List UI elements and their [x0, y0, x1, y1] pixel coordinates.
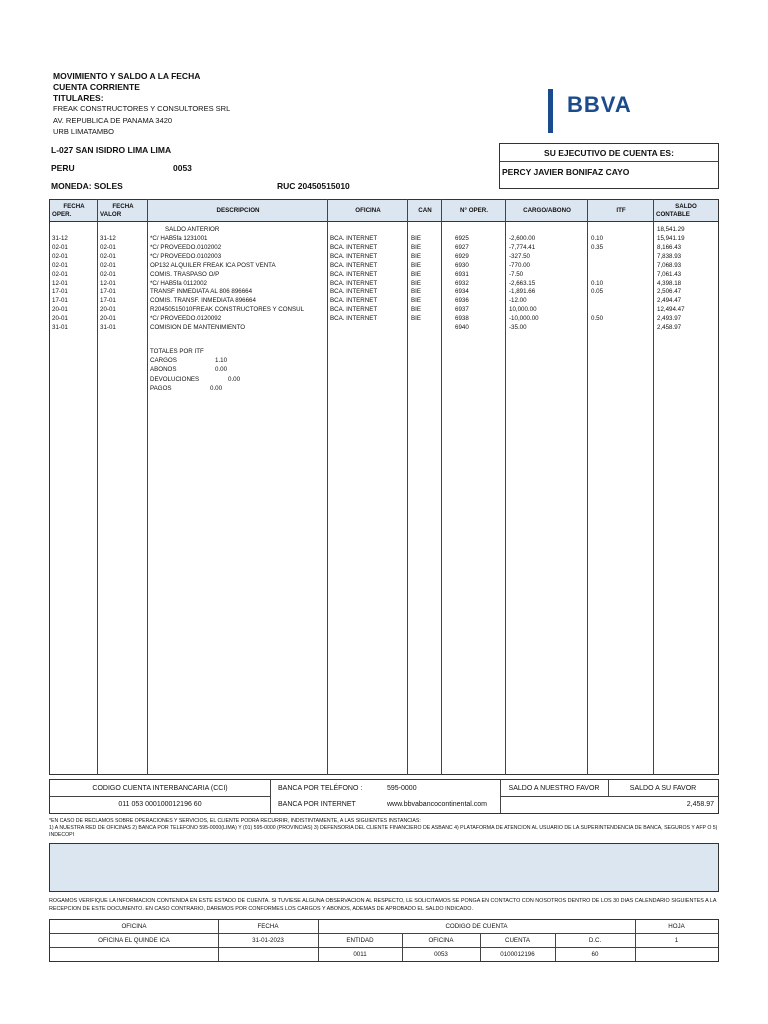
holder-name: FREAK CONSTRUCTORES Y CONSULTORES SRL — [53, 104, 231, 113]
cell-descripcion: *C/ PROVEEDO.0102003 — [150, 252, 222, 260]
codigo-header: CODIGO DE CUENTA — [445, 923, 508, 930]
col-fecha-valor-2: VALOR — [100, 211, 122, 218]
cell-saldo: 4,398.18 — [657, 279, 682, 287]
logo-bar — [548, 89, 553, 133]
claims-text — [49, 818, 719, 839]
oficina2-value: 0053 — [434, 951, 448, 958]
cuenta-value: 0100012196 — [500, 951, 535, 958]
cell-descripcion: R20450515010FREAK CONSTRUCTORES Y CONSUL — [150, 306, 305, 314]
abonos-value: 0.00 — [215, 366, 228, 374]
itf-totals — [150, 347, 241, 393]
cell-n-oper: 6934 — [455, 288, 469, 296]
cargos-value: 1.10 — [215, 357, 228, 365]
ruc: RUC 20450515010 — [277, 181, 350, 191]
cell-oficina: BCA. INTERNET — [330, 252, 378, 260]
cell-fecha-oper: 17-01 — [52, 288, 68, 296]
cell-canal: BIE — [411, 235, 421, 242]
oficina-header: OFICINA — [121, 923, 147, 930]
cell-saldo: 7,838.93 — [657, 252, 682, 260]
address-line-1: AV. REPUBLICA DE PANAMA 3420 — [53, 115, 173, 125]
cell-fecha-valor: 02-01 — [100, 261, 116, 269]
hoja-header: HOJA — [668, 923, 685, 930]
entidad-header: ENTIDAD — [346, 937, 374, 944]
cell-fecha-valor: 17-01 — [100, 288, 116, 296]
cell-itf: 0.50 — [591, 315, 604, 323]
cell-saldo: 15,941.19 — [657, 235, 685, 242]
cell-saldo: 7,061.43 — [657, 270, 682, 278]
cell-cargo-abono: -1,891.66 — [509, 288, 536, 296]
cell-canal: BIE — [411, 279, 421, 287]
cell-fecha-valor: 20-01 — [100, 315, 116, 323]
col-fecha-oper-1: FECHA — [63, 203, 85, 210]
col-fecha-valor — [98, 203, 148, 219]
cell-cargo-abono: 10,000.00 — [509, 306, 537, 314]
internet-label: BANCA POR INTERNET — [278, 801, 356, 808]
account-code-table — [49, 919, 719, 962]
saldo-su-favor-label: SALDO A SU FAVOR — [629, 785, 697, 792]
movements-table-header — [49, 199, 719, 222]
cell-fecha-oper: 31-12 — [52, 235, 68, 242]
cell-oficina: BCA. INTERNET — [330, 279, 378, 287]
table-row — [50, 288, 720, 297]
col-itf: ITF — [616, 207, 626, 214]
col-saldo — [654, 203, 718, 219]
cell-fecha-valor: 20-01 — [100, 306, 116, 314]
cell-n-oper: 6936 — [455, 297, 469, 305]
table-row — [50, 262, 720, 271]
table-row — [50, 297, 720, 306]
dc-header: D.C. — [588, 937, 602, 944]
saldo-anterior-row — [50, 226, 720, 235]
cell-oficina: BCA. INTERNET — [330, 235, 378, 242]
country: PERU — [51, 163, 75, 173]
phone-value: 595-0000 — [387, 785, 417, 792]
cell-n-oper: 6927 — [455, 243, 469, 251]
verification-notice: ROGAMOS VERIFIQUE LA INFORMACION CONTENIDA EN ESTE ESTADO DE CUENTA. SI TUVIESE ALGUNA OBSERVACION AL RESPECTO, LE SOLICITAMOS SE PONGA EN CONTACTO CON NOSOTROS DENTRO DE LOS 30 DIAS CALENDARIO SIGUIENTES A LA RECEPCION DE ESTE DOCUMENTO. EN CASO CONTRARIO, DAREMOS POR CONFORMES LOS CARGOS Y ABONOS, ADEMAS DE APROBADO EL SALDO INDICADO. — [49, 898, 717, 912]
address-line-2: URB LIMATAMBO — [53, 127, 114, 136]
cell-saldo: 8,166.43 — [657, 243, 682, 251]
cell-saldo: 7,068.93 — [657, 261, 682, 269]
cell-oficina: BCA. INTERNET — [330, 297, 378, 305]
cell-n-oper: 6940 — [455, 324, 469, 331]
cell-oficina: BCA. INTERNET — [330, 270, 378, 278]
cell-fecha-valor: 02-01 — [100, 270, 116, 278]
cell-itf: 0.05 — [591, 288, 604, 296]
pagos-value: 0.00 — [210, 384, 223, 392]
cell-fecha-oper: 17-01 — [52, 297, 68, 305]
table-row — [50, 324, 720, 333]
cell-cargo-abono: -10,000.00 — [509, 315, 539, 323]
col-oficina: OFICINA — [355, 207, 381, 214]
oficina2-header: OFICINA — [428, 937, 454, 944]
phone-label: BANCA POR TELÉFONO : — [278, 785, 363, 792]
cell-descripcion: *C/ HAB5fa 0112002 — [150, 279, 207, 287]
dc-value: 60 — [591, 951, 599, 958]
itf-totals-title: TOTALES POR ITF — [150, 348, 204, 355]
col-n-oper: N° OPER. — [460, 207, 488, 214]
cell-fecha-oper: 31-01 — [52, 324, 68, 331]
cell-fecha-valor: 02-01 — [100, 243, 116, 251]
branch-name: L-027 SAN ISIDRO LIMA LIMA — [51, 145, 172, 155]
cell-canal: BIE — [411, 261, 421, 269]
cell-saldo: 2,458.97 — [657, 324, 682, 331]
movements-table-body — [49, 221, 719, 775]
cell-fecha-oper: 02-01 — [52, 243, 68, 251]
cell-canal: BIE — [411, 252, 421, 260]
cell-cargo-abono: -12.00 — [509, 297, 527, 305]
table-row — [50, 244, 720, 253]
cell-canal: BIE — [411, 243, 421, 251]
cell-cargo-abono: -2,600.00 — [509, 235, 536, 242]
holders-label: TITULARES: — [53, 93, 104, 103]
bbva-logo — [548, 89, 688, 133]
cell-fecha-oper: 20-01 — [52, 306, 68, 314]
cell-saldo: 2,493.97 — [657, 315, 682, 323]
cell-descripcion: OP132 ALQUILER FREAK ICA POST VENTA — [150, 261, 276, 269]
cell-descripcion: *C/ PROVEEDO.0120092 — [150, 315, 222, 323]
executive-box — [499, 143, 719, 189]
movement-rows — [50, 222, 718, 774]
message-area — [49, 843, 719, 892]
cell-n-oper: 6925 — [455, 235, 469, 242]
cell-itf: 0.10 — [591, 279, 604, 287]
cell-canal: BIE — [411, 306, 421, 314]
devoluciones-value: 0.00 — [228, 375, 241, 383]
cell-oficina: BCA. INTERNET — [330, 243, 378, 251]
cell-cargo-abono: -35.00 — [509, 324, 527, 331]
cell-fecha-oper: 12-01 — [52, 279, 68, 287]
cell-n-oper: 6938 — [455, 315, 469, 323]
cell-itf: 0.35 — [591, 243, 604, 251]
cargos-label: CARGOS — [150, 357, 177, 365]
cell-cargo-abono: -327.50 — [509, 252, 530, 260]
cell-descripcion: COMISION DE MANTENIMIENTO — [150, 324, 246, 331]
cell-fecha-oper: 02-01 — [52, 270, 68, 278]
executive-label: SU EJECUTIVO DE CUENTA ES: — [544, 148, 674, 158]
cell-fecha-valor: 17-01 — [100, 297, 116, 305]
cell-oficina: BCA. INTERNET — [330, 315, 378, 323]
saldo-anterior-label: SALDO ANTERIOR — [165, 226, 220, 233]
col-fecha-oper — [50, 203, 98, 219]
devoluciones-label: DEVOLUCIONES — [150, 375, 200, 383]
col-saldo-2: CONTABLE — [656, 211, 690, 218]
account-type: CUENTA CORRIENTE — [53, 82, 140, 92]
cell-oficina: BCA. INTERNET — [330, 261, 378, 269]
col-fecha-valor-1: FECHA — [112, 203, 134, 210]
cell-cargo-abono: -7.50 — [509, 270, 524, 278]
logo-text: BBVA — [567, 92, 632, 117]
col-saldo-1: SALDO — [675, 203, 697, 210]
entidad-value: 0011 — [353, 951, 367, 958]
cell-n-oper: 6931 — [455, 270, 469, 278]
cell-n-oper: 6932 — [455, 279, 469, 287]
cell-fecha-valor: 12-01 — [100, 279, 116, 287]
col-fecha-oper-2: OPER. — [52, 211, 72, 218]
col-can: CAN — [418, 207, 432, 214]
cell-cargo-abono: -770.00 — [509, 261, 530, 269]
holder-info — [53, 103, 230, 138]
cell-descripcion: *C/ HAB5fa 1231001 — [150, 235, 208, 242]
cell-fecha-oper: 20-01 — [52, 315, 68, 323]
table-row — [50, 271, 720, 280]
cell-saldo: 2,506.47 — [657, 288, 682, 296]
cci-value: 011 053 000100012196 60 — [118, 801, 202, 808]
cell-saldo: 12,494.47 — [657, 306, 685, 314]
cell-descripcion: COMIS. TRANSF. INMEDIATA 896664 — [150, 297, 256, 305]
cell-canal: BIE — [411, 297, 421, 305]
executive-name: PERCY JAVIER BONIFAZ CAYO — [502, 167, 630, 177]
table-row — [50, 306, 720, 315]
statement-title: MOVIMIENTO Y SALDO A LA FECHA — [53, 71, 201, 81]
hoja-value: 1 — [674, 937, 679, 944]
cell-canal: BIE — [411, 288, 421, 296]
cell-cargo-abono: -2,663.15 — [509, 279, 536, 287]
cell-descripcion: COMIS. TRASPASO O/P — [150, 270, 220, 278]
table-row — [50, 253, 720, 262]
col-descripcion: DESCRIPCION — [216, 207, 260, 214]
table-row — [50, 235, 720, 244]
saldo-anterior-value: 18,541.29 — [657, 226, 685, 233]
internet-link[interactable]: www.bbvabancocontinental.com — [387, 801, 488, 808]
cuenta-header: CUENTA — [505, 937, 530, 944]
fecha-value: 31-01-2023 — [252, 937, 284, 944]
cell-fecha-valor: 02-01 — [100, 252, 116, 260]
currency: MONEDA: SOLES — [51, 181, 123, 191]
cell-n-oper: 6929 — [455, 252, 469, 260]
cell-canal: BIE — [411, 270, 421, 278]
saldo-final-value: 2,458.97 — [686, 801, 714, 808]
cell-saldo: 2,494.47 — [657, 297, 682, 305]
cell-descripcion: TRANSF INMEDIATA AL 806 896664 — [150, 288, 253, 296]
saldo-nuestro-favor-label: SALDO A NUESTRO FAVOR — [508, 785, 600, 792]
cell-n-oper: 6930 — [455, 261, 469, 269]
cell-oficina: BCA. INTERNET — [330, 306, 378, 314]
pagos-label: PAGOS — [150, 384, 172, 392]
col-cargo-abono: CARGO/ABONO — [523, 207, 571, 214]
cell-fecha-valor: 31-01 — [100, 324, 116, 331]
statement-header — [53, 71, 200, 104]
cell-canal: BIE — [411, 315, 421, 323]
fecha-header: FECHA — [257, 923, 279, 930]
oficina-value: OFICINA EL QUINDE ICA — [98, 937, 170, 944]
claims-line-1: *EN CASO DE RECLAMOS SOBRE OPERACIONES Y SERVICIOS, EL CLIENTE PODRA RECURRIR, INDISTINTAMENTE, A LAS SIGUIENTES INSTANCIAS: — [49, 818, 421, 824]
footer-info-box — [49, 779, 719, 814]
table-row — [50, 315, 720, 324]
abonos-label: ABONOS — [150, 366, 177, 374]
branch-code: 0053 — [173, 163, 192, 173]
cell-fecha-oper: 02-01 — [52, 261, 68, 269]
table-row — [50, 280, 720, 289]
cell-fecha-oper: 02-01 — [52, 252, 68, 260]
claims-line-2: 1) A NUESTRA RED DE OFICINAS 2) BANCA POR TELEFONO 595-0000(LIMA) Y (01) 595-0000 (PROVINCIAS) 3) DEFENSORIA DEL CLIENTE FINANCIERO DE ASBANC 4) PLATAFORMA DE ATENCION AL USUARIO DE LA SUPERINTENDENCIA DE BANCA, SEGUROS Y AFP O 5) INDECOPI — [49, 825, 718, 838]
cell-oficina: BCA. INTERNET — [330, 288, 378, 296]
cell-descripcion: *C/ PROVEEDO.0102002 — [150, 243, 222, 251]
cell-itf: 0.10 — [591, 235, 604, 242]
cell-n-oper: 6937 — [455, 306, 469, 314]
cell-cargo-abono: -7,774.41 — [509, 243, 536, 251]
cell-fecha-valor: 31-12 — [100, 235, 116, 242]
cci-label: CODIGO CUENTA INTERBANCARIA (CCI) — [92, 785, 228, 792]
